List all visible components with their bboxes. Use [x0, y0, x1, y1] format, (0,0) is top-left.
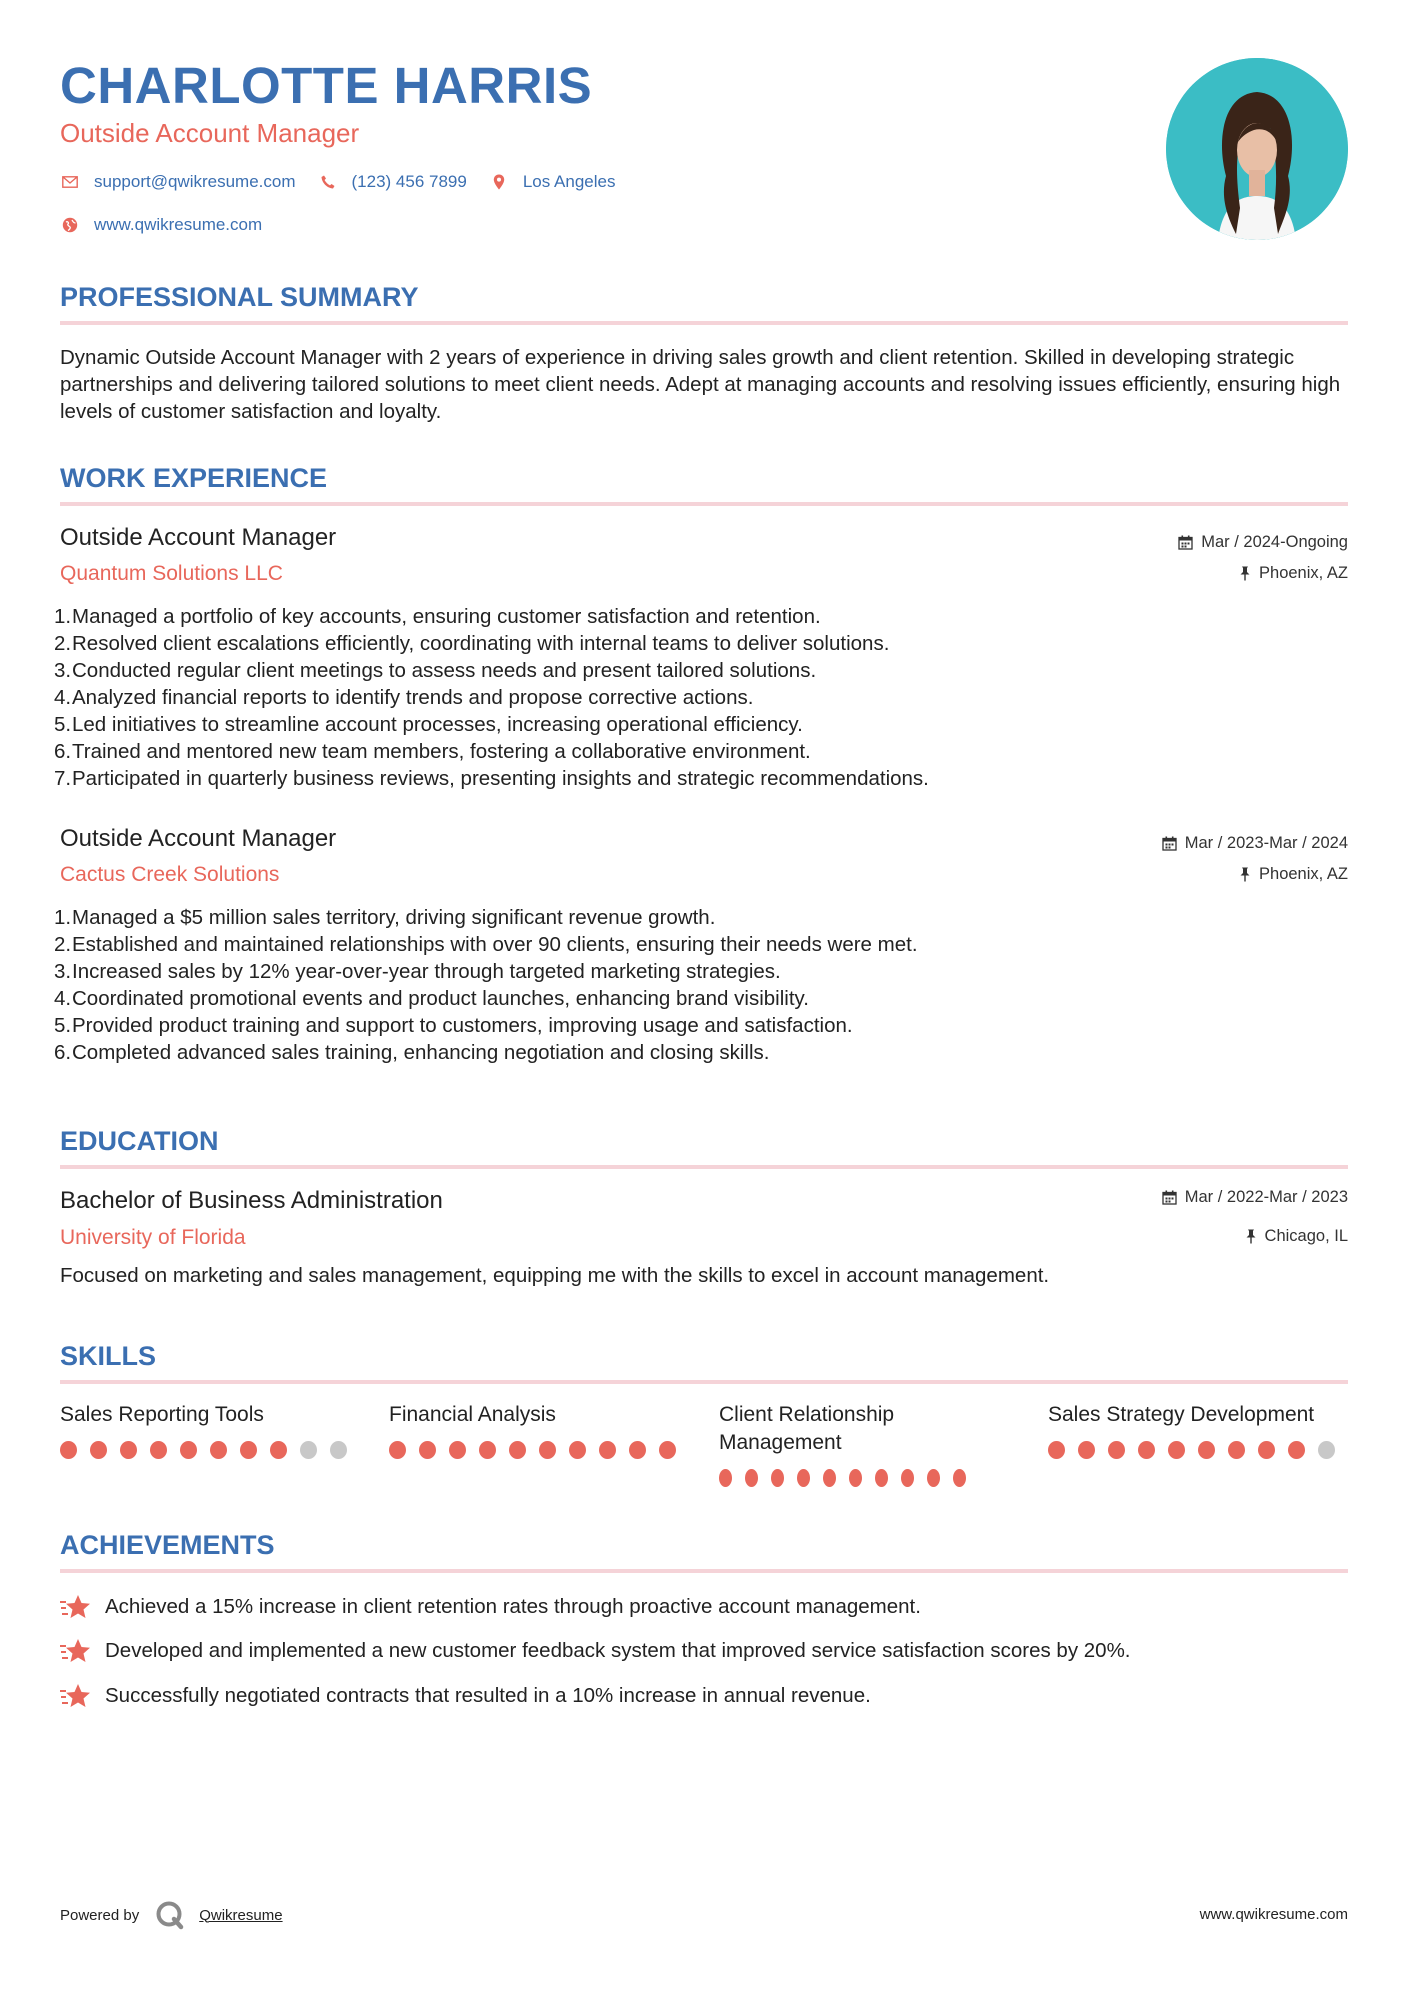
rating-dot-filled [210, 1441, 227, 1459]
education-dates [1162, 1188, 1348, 1207]
rating-dot-filled [745, 1469, 758, 1487]
skill-item [60, 1401, 360, 1459]
envelope-icon [60, 172, 80, 192]
bullet-number: 7. [54, 767, 72, 790]
globe-icon [60, 215, 80, 235]
calendar-icon [1162, 836, 1177, 851]
achievements-heading: ACHIEVEMENTS [60, 1530, 275, 1560]
bullet-number: 2. [54, 933, 72, 956]
pushpin-icon [1239, 867, 1251, 882]
contact-phone[interactable] [318, 172, 467, 192]
calendar-icon [1162, 1190, 1177, 1205]
rating-dot-filled [180, 1441, 197, 1459]
bullet-text: Resolved client escalations efficiently, coordinating with internal teams to deliver solutions. [72, 632, 890, 655]
achievement-item [60, 1592, 921, 1622]
job-2-dates [1162, 834, 1348, 853]
bullet-item [54, 931, 1344, 958]
bullet-number: 1. [54, 605, 72, 628]
map-pin-icon [489, 172, 509, 192]
skill-name: Sales Reporting Tools [60, 1403, 264, 1426]
rating-dot-filled [901, 1469, 914, 1487]
footer-branding [60, 1900, 283, 1930]
profile-photo [1166, 58, 1348, 240]
star-icon [60, 1681, 92, 1711]
summary-heading: PROFESSIONAL SUMMARY [60, 282, 419, 312]
bullet-number: 5. [54, 1014, 72, 1037]
contact-website[interactable] [60, 215, 262, 235]
rating-dot-filled [849, 1469, 862, 1487]
calendar-icon [1178, 535, 1193, 550]
star-icon [60, 1636, 92, 1666]
rating-dot-filled [449, 1441, 466, 1459]
bullet-number: 3. [54, 659, 72, 682]
rating-dot-filled [599, 1441, 616, 1459]
job-2-title: Outside Account Manager [60, 825, 337, 852]
candidate-name: CHARLOTTE HARRIS [60, 57, 593, 114]
bullet-text: Analyzed financial reports to identify trends and propose corrective actions. [72, 686, 754, 709]
achievements-divider [60, 1569, 1348, 1573]
job-1-dates-text: Mar / 2024-Ongoing [1201, 533, 1348, 551]
achievement-text: Developed and implemented a new customer feedback system that improved service satisfaction scores by 20%. [105, 1639, 1131, 1662]
summary-text: Dynamic Outside Account Manager with 2 years of experience in driving sales growth and client retention. Skilled in developing strategic partnerships and delivering tailored solutions to meet client needs. Adept at managing accounts and resolving issues efficiently, ensuring high levels of customer satisfaction and loyalty. [60, 346, 1341, 423]
rating-dot-filled [719, 1469, 732, 1487]
job-1-company: Quantum Solutions LLC [60, 562, 283, 585]
rating-dot-filled [1198, 1441, 1215, 1459]
skills-divider [60, 1380, 1348, 1384]
skills-heading: SKILLS [60, 1341, 157, 1371]
rating-dot-filled [629, 1441, 646, 1459]
education-heading: EDUCATION [60, 1126, 219, 1156]
bullet-item [54, 711, 1344, 738]
rating-dot-filled [1168, 1441, 1185, 1459]
rating-dot-filled [875, 1469, 888, 1487]
rating-dot-filled [270, 1441, 287, 1459]
education-dates-text: Mar / 2022-Mar / 2023 [1184, 1188, 1348, 1206]
powered-by-label: Powered by [60, 1906, 140, 1924]
rating-dot-filled [419, 1441, 436, 1459]
rating-dot-filled [1048, 1441, 1065, 1459]
bullet-text: Provided product training and support to customers, improving usage and satisfaction. [72, 1014, 853, 1037]
skill-rating [60, 1441, 360, 1459]
bullet-item [54, 603, 1344, 630]
rating-dot-empty [1318, 1441, 1335, 1459]
candidate-role: Outside Account Manager [60, 118, 360, 148]
bullet-item [54, 657, 1344, 684]
summary-divider [60, 321, 1348, 325]
experience-heading: WORK EXPERIENCE [60, 463, 328, 493]
bullet-item [54, 1012, 1344, 1039]
achievement-text: Successfully negotiated contracts that resulted in a 10% increase in annual revenue. [105, 1684, 871, 1707]
skill-name: Sales Strategy Development [1048, 1403, 1315, 1426]
rating-dot-filled [150, 1441, 167, 1459]
experience-divider [60, 502, 1348, 506]
achievement-item [60, 1636, 1131, 1666]
education-school: University of Florida [60, 1226, 246, 1249]
skill-rating [1048, 1441, 1348, 1459]
bullet-item [54, 684, 1344, 711]
rating-dot-filled [1258, 1441, 1275, 1459]
skill-item [719, 1401, 979, 1487]
job-1-location [1239, 564, 1348, 583]
qwikresume-link[interactable]: Qwikresume [199, 1906, 283, 1924]
job-1-title: Outside Account Manager [60, 524, 337, 551]
bullet-text: Completed advanced sales training, enhancing negotiation and closing skills. [72, 1041, 770, 1064]
education-location [1245, 1227, 1348, 1246]
achievement-item [60, 1681, 871, 1711]
rating-dot-filled [569, 1441, 586, 1459]
job-2-company: Cactus Creek Solutions [60, 863, 280, 886]
contact-email[interactable] [60, 172, 296, 192]
rating-dot-filled [90, 1441, 107, 1459]
star-icon [60, 1592, 92, 1622]
rating-dot-filled [539, 1441, 556, 1459]
bullet-item [54, 630, 1344, 657]
bullet-number: 2. [54, 632, 72, 655]
rating-dot-filled [659, 1441, 676, 1459]
rating-dot-filled [797, 1469, 810, 1487]
rating-dot-filled [120, 1441, 137, 1459]
bullet-number: 1. [54, 906, 72, 929]
pushpin-icon [1239, 566, 1251, 581]
footer-url[interactable]: www.qwikresume.com [1199, 1906, 1348, 1923]
bullet-item [54, 1039, 1344, 1066]
skill-rating [719, 1469, 979, 1487]
rating-dot-filled [240, 1441, 257, 1459]
bullet-text: Led initiatives to streamline account processes, increasing operational efficiency. [72, 713, 803, 736]
bullet-text: Conducted regular client meetings to assess needs and present tailored solutions. [72, 659, 817, 682]
resume-page [54, 0, 1348, 1990]
location-text: Los Angeles [522, 172, 616, 191]
education-degree: Bachelor of Business Administration [60, 1187, 443, 1214]
job-2-location-text: Phoenix, AZ [1259, 865, 1348, 883]
job-2-bullets [54, 904, 1344, 1066]
rating-dot-filled [927, 1469, 940, 1487]
bullet-item [54, 985, 1344, 1012]
rating-dot-filled [771, 1469, 784, 1487]
rating-dot-filled [1078, 1441, 1095, 1459]
rating-dot-filled [389, 1441, 406, 1459]
education-divider [60, 1165, 1348, 1169]
bullet-text: Trained and mentored new team members, fostering a collaborative environment. [72, 740, 811, 763]
phone-text: (123) 456 7899 [351, 172, 467, 191]
bullet-number: 5. [54, 713, 72, 736]
bullet-item [54, 765, 1344, 792]
rating-dot-filled [60, 1441, 77, 1459]
job-2-location [1239, 865, 1348, 884]
rating-dot-filled [823, 1469, 836, 1487]
rating-dot-filled [479, 1441, 496, 1459]
bullet-text: Increased sales by 12% year-over-year through targeted marketing strategies. [72, 960, 781, 983]
skill-item [1048, 1401, 1348, 1459]
bullet-number: 6. [54, 1041, 72, 1064]
rating-dot-filled [1108, 1441, 1125, 1459]
job-1-dates [1178, 533, 1348, 552]
job-1-bullets [54, 603, 1344, 792]
rating-dot-empty [300, 1441, 317, 1459]
skill-name: Financial Analysis [389, 1403, 556, 1426]
rating-dot-filled [1288, 1441, 1305, 1459]
contact-row [60, 172, 637, 192]
phone-icon [318, 172, 338, 192]
bullet-number: 4. [54, 987, 72, 1010]
bullet-text: Participated in quarterly business reviews, presenting insights and strategic recommendations. [72, 767, 929, 790]
bullet-text: Coordinated promotional events and product launches, enhancing brand visibility. [72, 987, 809, 1010]
bullet-item [54, 958, 1344, 985]
bullet-number: 3. [54, 960, 72, 983]
website-text: www.qwikresume.com [94, 215, 263, 234]
skill-name: Client Relationship Management [719, 1403, 895, 1454]
achievement-text: Achieved a 15% increase in client retention rates through proactive account management. [105, 1595, 921, 1618]
rating-dot-filled [509, 1441, 526, 1459]
bullet-item [54, 738, 1344, 765]
bullet-number: 4. [54, 686, 72, 709]
email-text: support@qwikresume.com [94, 172, 296, 191]
rating-dot-filled [1138, 1441, 1155, 1459]
rating-dot-filled [1228, 1441, 1245, 1459]
qwikresume-logo-icon [155, 1900, 185, 1930]
bullet-number: 6. [54, 740, 72, 763]
bullet-item [54, 904, 1344, 931]
job-1-location-text: Phoenix, AZ [1259, 564, 1348, 582]
bullet-text: Managed a $5 million sales territory, driving significant revenue growth. [72, 906, 716, 929]
skill-rating [389, 1441, 689, 1459]
bullet-text: Managed a portfolio of key accounts, ensuring customer satisfaction and retention. [72, 605, 821, 628]
contact-location [489, 172, 616, 192]
skill-item [389, 1401, 689, 1459]
education-description: Focused on marketing and sales management, equipping me with the skills to excel in account management. [60, 1264, 1050, 1287]
pushpin-icon [1245, 1229, 1257, 1244]
bullet-text: Established and maintained relationships with over 90 clients, ensuring their needs were met. [72, 933, 918, 956]
rating-dot-filled [953, 1469, 966, 1487]
job-2-dates-text: Mar / 2023-Mar / 2024 [1184, 834, 1348, 852]
rating-dot-empty [330, 1441, 347, 1459]
education-location-text: Chicago, IL [1264, 1227, 1348, 1245]
